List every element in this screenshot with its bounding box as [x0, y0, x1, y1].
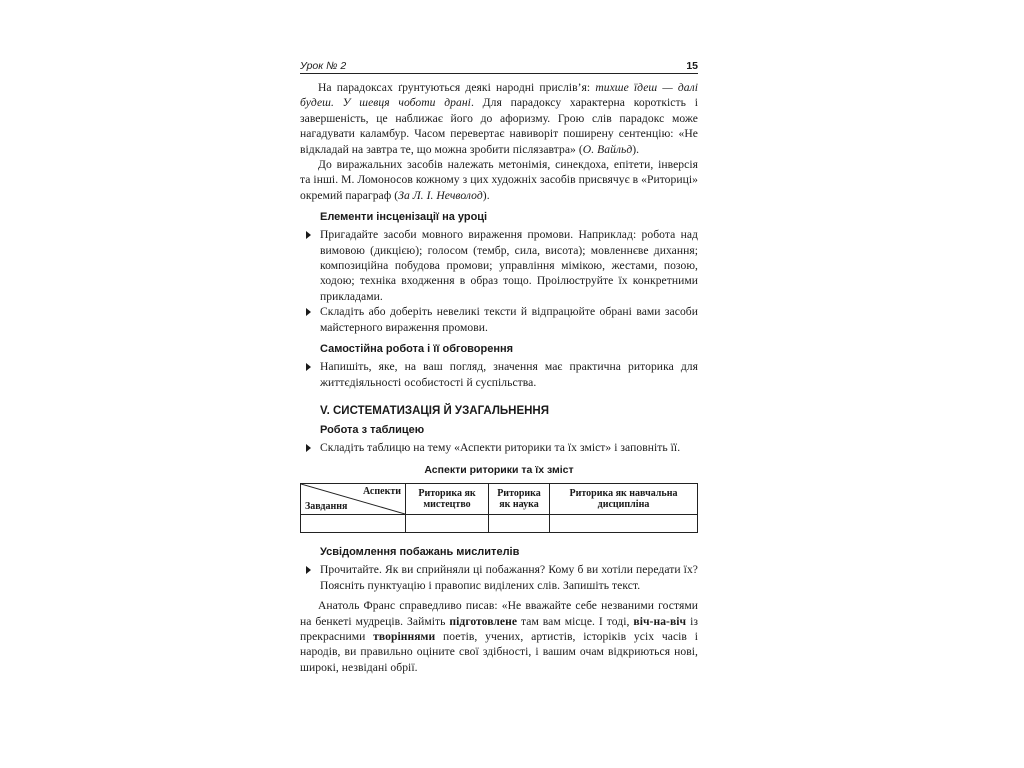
- table-cell: [550, 515, 698, 533]
- table-header-cell: Риторика як наука: [489, 484, 550, 515]
- page-number: 15: [686, 60, 698, 72]
- subheading-table-work: Робота з таблицею: [320, 423, 425, 436]
- table-row: [301, 515, 698, 533]
- table-corner-cell: [301, 484, 406, 515]
- bullet-triangle-icon: [306, 566, 311, 574]
- page-body: [300, 80, 698, 675]
- table-header-cell: Риторика як мистецтво: [406, 484, 489, 515]
- lesson-title: Урок № 2: [300, 60, 347, 72]
- corner-label-tasks: Завдання: [305, 501, 348, 513]
- corner-label-aspects: Аспекти: [362, 486, 401, 498]
- section-heading-v: V. СИСТЕМАТИЗАЦІЯ Й УЗАГАЛЬНЕННЯ: [320, 404, 550, 417]
- page-header: [300, 58, 698, 74]
- table-header-row: [301, 484, 698, 515]
- bullet-triangle-icon: [306, 308, 311, 316]
- table-caption: Аспекти риторики та їх зміст: [424, 464, 574, 477]
- task-item: Прочитайте. Як ви сприйняли ці побажання? Кому б ви хотіли передати їх? Поясніть пунктуацію і правопис виділених слів. Запишіть текст.: [300, 562, 698, 593]
- table-cell: [489, 515, 550, 533]
- table-cell: [406, 515, 489, 533]
- table-header-cell: Риторика як навчальна дисципліна: [550, 484, 698, 515]
- bullet-triangle-icon: [306, 363, 311, 371]
- table-cell: [301, 515, 406, 533]
- bullet-triangle-icon: [306, 444, 311, 452]
- task-item: Пригадайте засоби мовного вираження промови. Наприклад: робота над вимовою (дикцією); голосом (тембр, сила, висота); мовленнєве дихання; композиційна побудова промови; управління мімікою, жестами, позою, ходою; техніка входження в образ тощо. Проілюструйте їх конкретними прикладами.: [300, 227, 698, 304]
- subheading-independent-work: Самостійна робота і її обговорення: [320, 343, 514, 356]
- task-item: Складіть таблицю на тему «Аспекти риторики та їх зміст» і заповніть її.: [300, 440, 698, 455]
- paragraph-paradox: На парадоксах ґрунтуються деякі народні прислів’я: тихше їдеш — далі будеш. У шевця чоботи драні. Для парадоксу характерна короткість і завершеність, це наближає його до афоризму. Грою слів парадокс може нагадувати каламбур. Часом перевертає навиворіт поширену сентенцію: «Не відкладай на завтра те, що можна зробити післязавтра» (О. Вайльд).: [300, 81, 698, 156]
- task-item: Напишіть, яке, на ваш погляд, значення має практична риторика для життєдіяльності особистості й суспільства.: [300, 359, 698, 390]
- aspects-table: [300, 483, 698, 533]
- subheading-staging: Елементи інсценізації на уроці: [320, 211, 488, 224]
- task-item: Складіть або доберіть невеликі тексти й відпрацюйте обрані вами засоби майстерного вираження промови.: [300, 304, 698, 335]
- bullet-triangle-icon: [306, 231, 311, 239]
- paragraph-expressive-means: До виражальних засобів належать метонімія, синекдоха, епітети, інверсія та інші. М. Ломоносов кожному з цих художніх засобів присвячує в «Риториці» окремий параграф (За Л. І. Нечволод).: [300, 158, 698, 202]
- paragraph-quote: Анатоль Франс справедливо писав: «Не вважайте себе незваними гостями на бенкеті мудреців. Займіть підготовлене там вам місце. І тоді, віч-на-віч із прекрасними творіннями поетів, учених, артистів, історіків усіх часів і народів, ви правильно оціните свої здібності, і вашим очам відкриються нові, широкі, незвідані обрії.: [300, 599, 698, 674]
- book-page: [300, 58, 698, 675]
- subheading-thinkers: Усвідомлення побажань мислителів: [320, 546, 520, 559]
